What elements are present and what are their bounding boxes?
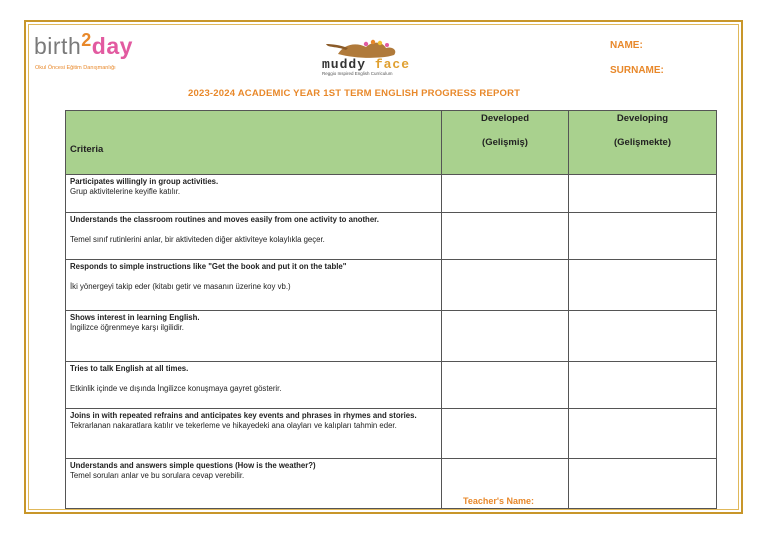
criteria-tr: Etkinlik içinde ve dışında İngilizce konuşmaya gayret gösterir. [70,383,282,393]
criteria-cell [66,175,442,213]
header-developing-tr: (Gelişmekte) [613,137,672,148]
developed-checkbox-cell[interactable] [442,409,569,459]
logo-part-birth: birth [34,33,82,59]
muddy-face-wordmark [322,57,410,72]
table-row [66,459,717,509]
header-developed [442,111,569,175]
criteria-cell [66,459,442,509]
surname-label: SURNAME: [610,65,664,76]
criteria-cell [66,409,442,459]
developed-checkbox-cell[interactable] [442,175,569,213]
criteria-tr: İki yönergeyi takip eder (kitabı getir ve masanın üzerine koy vb.) [70,281,291,291]
criteria-en: Joins in with repeated refrains and anticipates key events and phrases in rhymes and stories. [70,411,417,420]
developed-checkbox-cell[interactable] [442,260,569,311]
birth2day-logo [34,30,144,77]
developing-checkbox-cell[interactable] [569,311,717,362]
table-row [66,213,717,260]
criteria-tr: Grup aktivitelerine keyifle katılır. [70,186,181,196]
muddy-face-tagline: Reggio Inspired English Curriculum [322,71,393,76]
header-developing-en: Developing [616,113,669,124]
developing-checkbox-cell[interactable] [569,213,717,260]
muddy-face-logo [316,38,446,78]
name-label: NAME: [610,40,643,51]
criteria-tr: Temel sınıf rutinlerini anlar, bir aktiviteden diğer aktiviteye kolaylıkla geçer. [70,234,325,244]
developing-checkbox-cell[interactable] [569,362,717,409]
logo-word-face: face [374,57,411,72]
criteria-en: Understands the classroom routines and moves easily from one activity to another. [70,215,379,224]
logo-part-day: day [91,33,133,59]
header-developing [569,111,717,175]
table-row [66,311,717,362]
birth2day-wordmark [34,30,133,60]
developed-checkbox-cell[interactable] [442,311,569,362]
table-header-row [66,111,717,175]
criteria-cell [66,311,442,362]
developed-checkbox-cell[interactable] [442,362,569,409]
criteria-cell [66,213,442,260]
criteria-cell [66,362,442,409]
report-title: 2023-2024 ACADEMIC YEAR 1ST TERM ENGLISH PROGRESS REPORT [188,88,521,99]
header-developed-en: Developed [480,113,530,124]
logo-part-2: 2 [81,30,92,50]
criteria-en: Understands and answers simple questions (How is the weather?) [70,461,316,470]
header-criteria: Criteria [66,111,442,175]
criteria-en: Tries to talk English at all times. [70,364,189,373]
table-row [66,362,717,409]
criteria-en: Participates willingly in group activities. [70,177,219,186]
logo-word-muddy: muddy [322,57,367,72]
criteria-tr: Tekrarlanan nakaratlara katılır ve tekerleme ve hikayedeki ana olayları ve kalıpları tahmin eder. [70,420,397,430]
table-row [66,175,717,213]
criteria-en: Responds to simple instructions like "Get the book and put it on the table" [70,262,347,271]
birth2day-tagline: Okul Öncesi Eğitim Danışmanlığı [35,65,116,71]
developed-checkbox-cell[interactable] [442,213,569,260]
developing-checkbox-cell[interactable] [569,175,717,213]
developing-checkbox-cell[interactable] [569,459,717,509]
criteria-cell [66,260,442,311]
criteria-tr: Temel soruları anlar ve bu sorulara cevap verebilir. [70,470,245,480]
table-row [66,409,717,459]
teacher-name-label: Teacher's Name: [463,496,535,506]
progress-table [65,110,717,509]
header-developed-tr: (Gelişmiş) [482,137,528,148]
criteria-en: Shows interest in learning English. [70,313,200,322]
table-row [66,260,717,311]
developing-checkbox-cell[interactable] [569,409,717,459]
developing-checkbox-cell[interactable] [569,260,717,311]
criteria-tr: İngilizce öğrenmeye karşı ilgilidir. [70,322,184,332]
